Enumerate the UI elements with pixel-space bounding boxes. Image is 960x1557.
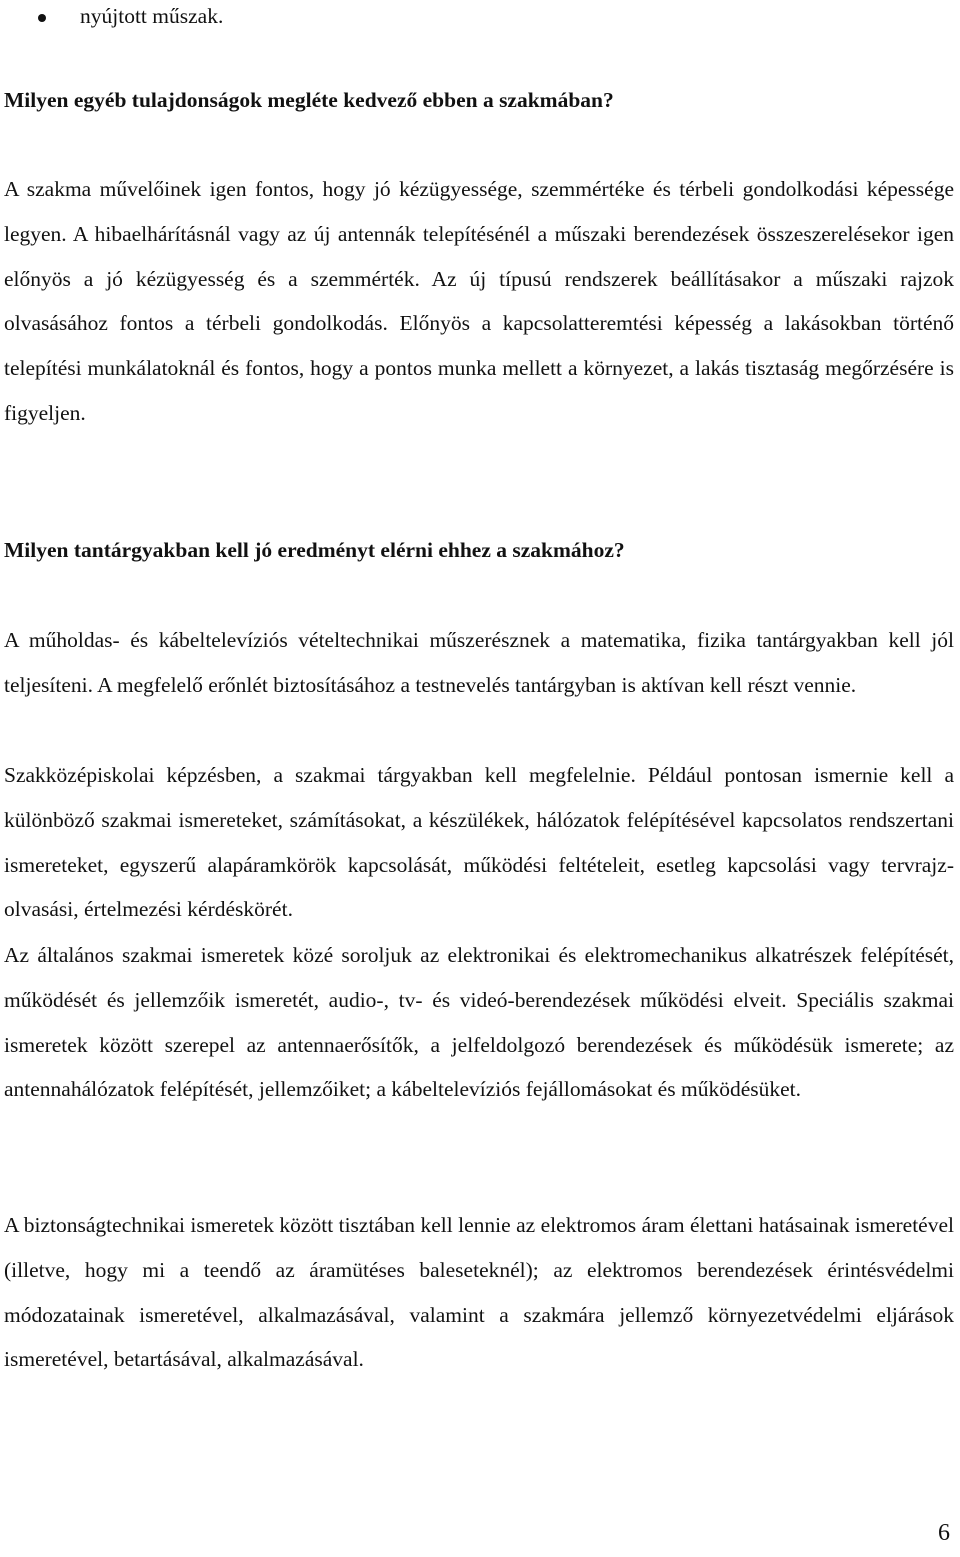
paragraph-safety-knowledge: A biztonságtechnikai ismeretek között tisztában kell lennie az elektromos áram élettani hatásainak ismeretével (illetve, hogy mi a teendő az áramütéses baleseteknél); az elektromos berendezések érintésvédelmi módozatainak ismeretével, alkalmazásával, valamint a szakmára jellemző környezetvédelmi eljárások ismeretével, betartásával, alkalmazásával. [4, 1213, 954, 1372]
paragraph-general-knowledge: Az általános szakmai ismeretek közé soroljuk az elektronikai és elektromechanikus alkatrészek felépítését, működését és jellemzőik ismeretét, audio-, tv- és videó-berendezések működési elveit. Speciális szakmai ismeretek között szerepel az antennaerősítők, a jelfeldolgozó berendezések és működésük ismerete; az antennahálózatok felépítését, jellemzőiket; a kábeltelevíziós fejállomásokat és működésüket. [4, 943, 954, 1102]
section-heading-subjects: Milyen tantárgyakban kell jó eredményt elérni ehhez a szakmához? [4, 538, 625, 562]
paragraph-properties: A szakma művelőinek igen fontos, hogy jó kézügyessége, szemmértéke és térbeli gondolkodási képessége legyen. A hibaelhárításnál vagy az új antennák telepítésénél a műszaki berendezések összeszerelésekor igen előnyös a jó kézügyesség és a szemmérték. Az új típusú rendszerek beállításakor a műszaki rajzok olvasásához fontos a térbeli gondolkodás. Előnyös a kapcsolatteremtési képesség a lakásokban történő telepítési munkálatoknál és fontos, hogy a pontos munka mellett a környezet, a lakás tisztaság megőrzésére is figyeljen. [4, 177, 954, 425]
page-number: 6 [938, 1520, 950, 1546]
section-heading-properties: Milyen egyéb tulajdonságok megléte kedvező ebben a szakmában? [4, 88, 614, 112]
paragraph-vocational-school: Szakközépiskolai képzésben, a szakmai tárgyakban kell megfelelnie. Például pontosan ismernie kell a különböző szakmai ismereteket, számításokat, a készülékek, hálózatok felépítésével kapcsolatos rendszertani ismereteket, egyszerű alapáramkörök kapcsolását, működési feltételeit, esetleg kapcsolási vagy tervrajz-olvasási, értelmezési kérdéskörét. [4, 763, 954, 922]
bullet-text: nyújtott műszak. [80, 4, 224, 28]
paragraph-subjects-basic: A műholdas- és kábeltelevíziós vételtechnikai műszerésznek a matematika, fizika tantárgyakban kell jól teljesíteni. A megfelelő erőnlét biztosításához a testnevelés tantárgyban is aktívan kell részt vennie. [4, 628, 954, 697]
bullet-dot-icon [38, 14, 46, 22]
